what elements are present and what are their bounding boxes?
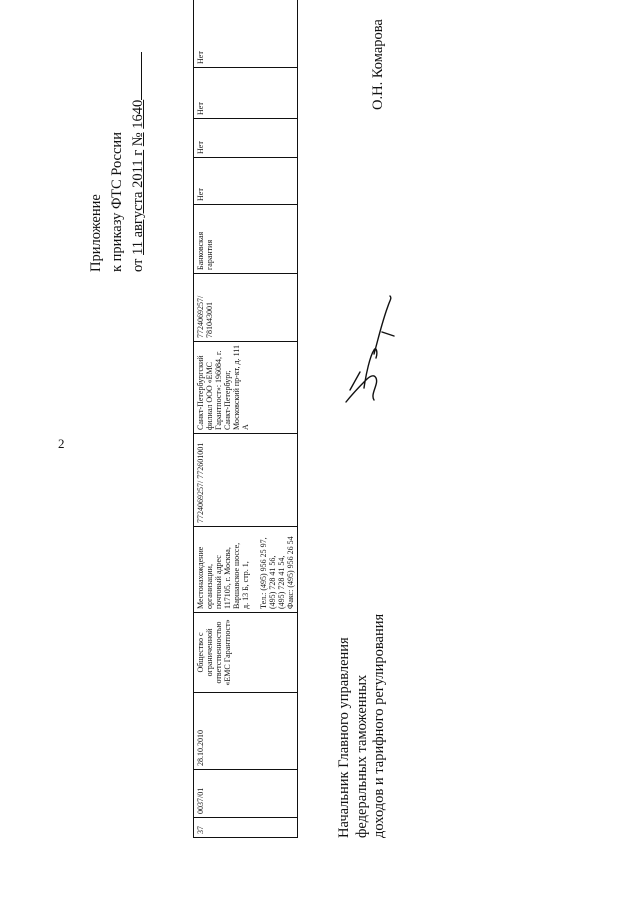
number-sign: №	[130, 132, 146, 147]
cell-location	[194, 527, 298, 613]
signatory-title-line: федеральных таможенных	[353, 674, 370, 838]
cell-organization: Общество с ограниченной ответственностью «ЕМС Гарантпост»	[194, 613, 298, 693]
location-line: (495) 728 41 56,	[268, 555, 277, 609]
location-line: (495) 728 41 54,	[277, 555, 286, 609]
appendix-header	[86, 2, 149, 272]
underline-blank	[140, 52, 142, 100]
location-line: Местонахождение организации,	[196, 546, 214, 609]
signatory-title	[336, 588, 389, 838]
signatory-title-line: доходов и тарифного регулирования	[371, 613, 387, 838]
location-line: Варшавское шоссе,	[232, 542, 241, 609]
order-number: 1640	[130, 99, 146, 129]
cell-guarantee: Банковская гарантия	[194, 205, 298, 274]
table-row	[194, 0, 298, 838]
date-prefix: от	[130, 258, 146, 272]
appendix-title: Приложение	[88, 194, 104, 272]
location-line: д. 13 Б, стр. 1,	[241, 561, 250, 609]
cell-registry-number: 0037/01	[194, 770, 298, 818]
cell-date: 28.10.2010	[194, 693, 298, 770]
order-date: 11 августа 2011 г	[130, 149, 146, 255]
cell-branch-inn-kpp: 7724069257/ 781043001	[194, 274, 298, 342]
cell-col-c: Нет	[194, 68, 298, 119]
registry-table-grid	[193, 0, 298, 838]
location-line: Тел.: (495) 956 25 97,	[259, 537, 268, 609]
cell-col-b: Нет	[194, 119, 298, 158]
cell-inn-kpp: 7724069257/ 772601001	[194, 434, 298, 527]
cell-col-a: Нет	[194, 158, 298, 205]
location-line: 117105, г. Москва,	[223, 547, 232, 609]
order-reference: к приказу ФТС России	[109, 132, 125, 272]
location-line: Факс: (495) 956 26 54	[286, 536, 295, 609]
page-number: 2	[58, 436, 65, 451]
location-line: почтовый адрес	[214, 555, 223, 609]
registry-table	[193, 0, 298, 838]
order-date-line	[128, 2, 149, 272]
handwritten-signature	[330, 292, 400, 410]
signatory-name: О.Н. Комарова	[370, 19, 386, 110]
cell-branch: Санкт-Петербургский филиал ООО «ЕМС Гарантпост»: 196084, г. Санкт-Петербург, Московский пр-кт, д. 111 А	[194, 342, 298, 434]
signatory-title-line: Начальник Главного управления	[336, 637, 352, 838]
cell-row-number: 37	[194, 818, 298, 838]
cell-col-d: Нет	[194, 0, 298, 68]
